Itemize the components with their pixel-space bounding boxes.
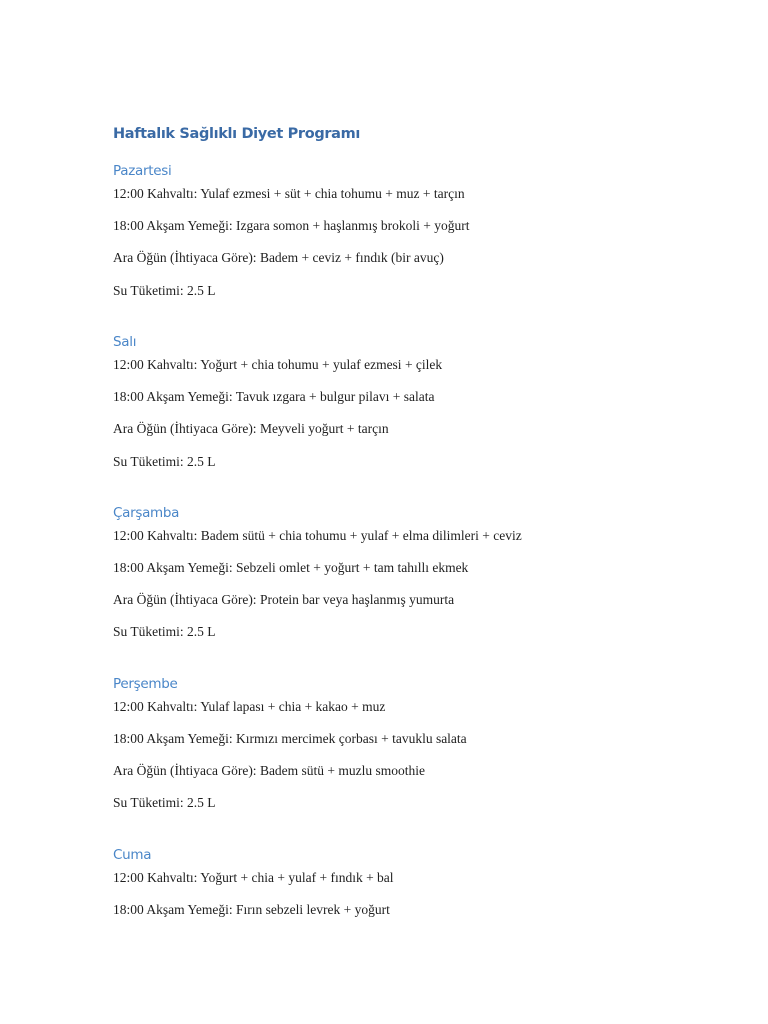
day-heading-carsamba: Çarşamba (113, 505, 180, 521)
breakfast-entry: 12:00 Kahvaltı: Yoğurt + chia tohumu + yulaf ezmesi + çilek (113, 357, 443, 372)
dinner-entry: 18:00 Akşam Yemeği: Kırmızı mercimek çorbası + tavuklu salata (113, 731, 467, 746)
day-heading-cuma: Cuma (113, 847, 152, 863)
day-heading-pazartesi: Pazartesi (113, 163, 172, 179)
document-title: Haftalık Sağlıklı Diyet Programı (113, 126, 360, 142)
dinner-entry: 18:00 Akşam Yemeği: Fırın sebzeli levrek + yoğurt (113, 902, 390, 917)
dinner-entry: 18:00 Akşam Yemeği: Izgara somon + haşlanmış brokoli + yoğurt (113, 218, 470, 233)
breakfast-entry: 12:00 Kahvaltı: Yulaf lapası + chia + kakao + muz (113, 699, 386, 714)
water-entry: Su Tüketimi: 2.5 L (113, 283, 216, 298)
snack-entry: Ara Öğün (İhtiyaca Göre): Badem + ceviz + fındık (bir avuç) (113, 250, 444, 265)
water-entry: Su Tüketimi: 2.5 L (113, 795, 216, 810)
water-entry: Su Tüketimi: 2.5 L (113, 454, 216, 469)
snack-entry: Ara Öğün (İhtiyaca Göre): Protein bar veya haşlanmış yumurta (113, 592, 455, 607)
day-heading-sali: Salı (113, 334, 137, 350)
snack-entry: Ara Öğün (İhtiyaca Göre): Badem sütü + muzlu smoothie (113, 763, 426, 778)
dinner-entry: 18:00 Akşam Yemeği: Tavuk ızgara + bulgur pilavı + salata (113, 389, 435, 404)
snack-entry: Ara Öğün (İhtiyaca Göre): Meyveli yoğurt + tarçın (113, 421, 389, 436)
day-heading-persembe: Perşembe (113, 676, 178, 692)
breakfast-entry: 12:00 Kahvaltı: Yoğurt + chia + yulaf + fındık + bal (113, 870, 394, 885)
water-entry: Su Tüketimi: 2.5 L (113, 624, 216, 639)
breakfast-entry: 12:00 Kahvaltı: Yulaf ezmesi + süt + chia tohumu + muz + tarçın (113, 186, 465, 201)
dinner-entry: 18:00 Akşam Yemeği: Sebzeli omlet + yoğurt + tam tahıllı ekmek (113, 560, 469, 575)
breakfast-entry: 12:00 Kahvaltı: Badem sütü + chia tohumu + yulaf + elma dilimleri + ceviz (113, 528, 522, 543)
